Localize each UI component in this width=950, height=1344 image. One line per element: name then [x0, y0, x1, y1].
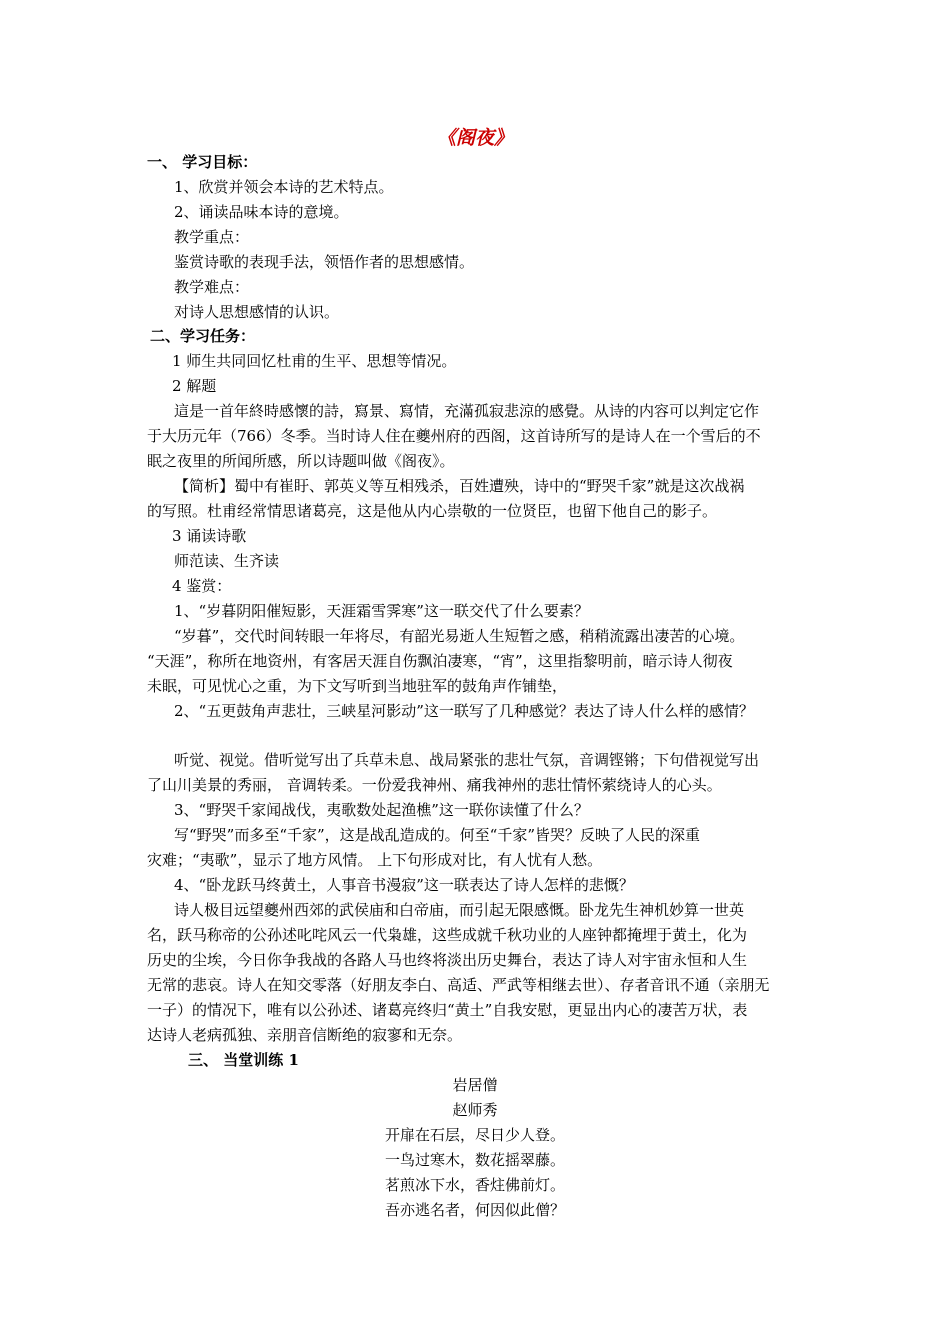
section-heading: 二、学习任务：: [150, 327, 256, 345]
poem-line: 茗煎冰下水，香炷佛前灯。: [384, 1176, 565, 1194]
body-line: 一子）的情况下，唯有以公孙述、诸葛亮终归“黄土”自我安慰，更显出内心的凄苦万状，表: [147, 1001, 748, 1019]
body-line: 眠之夜里的所闻所感，所以诗题叫做《阁夜》。: [147, 452, 455, 470]
body-line: 听觉、视觉。借听觉写出了兵草未息、战局紧张的悲壮气氛，音调铿锵；下句借视觉写出: [174, 751, 760, 769]
poem-line: 一鸟过寒木，数花摇翠藤。: [384, 1151, 565, 1169]
poem-line: 吾亦逃名者，何因似此僧？: [384, 1201, 565, 1219]
poem-author: 赵师秀: [452, 1101, 498, 1119]
body-line: 鉴赏诗歌的表现手法，领悟作者的思想感情。: [174, 253, 475, 271]
body-line: 2、“五更鼓角声悲壮，三峡星河影动”这一联写了几种感觉？表达了诗人什么样的感情？: [174, 702, 754, 720]
body-line: 2 解题: [172, 377, 217, 395]
poem-title: 岩居僧: [452, 1076, 498, 1094]
body-line: 3 诵读诗歌: [172, 527, 247, 545]
body-line: 1 师生共同回忆杜甫的生平、思想等情况。: [172, 352, 457, 370]
body-line: 3、“野哭千家闻战伐，夷歌数处起渔樵”这一联你读懂了什么？: [174, 801, 589, 819]
body-line: 教学难点：: [174, 278, 250, 296]
body-line: 无常的悲哀。诗人在知交零落（好朋友李白、高适、严武等相继去世）、存者音讯不通（亲朋无: [147, 976, 770, 994]
body-line: 2、诵读品味本诗的意境。: [174, 203, 349, 221]
body-line: 名，跃马称帝的公孙述叱咤风云一代枭雄，这些成就千秋功业的人座钟都掩埋于黄土，化为: [147, 926, 748, 944]
body-line: 写“野哭”而多至“千家”，这是战乱造成的。何至“千家”皆哭？反映了人民的深重: [174, 826, 701, 844]
body-line: 教学重点：: [174, 228, 250, 246]
body-line: 這是一首年終時感懷的詩，寫景、寫情，充滿孤寂悲涼的感覺。从诗的内容可以判定它作: [174, 402, 760, 420]
document-title: 《阁夜》: [436, 127, 513, 149]
body-line: 了山川美景的秀丽， 音调转柔。一份爱我神州、痛我神州的悲壮情怀萦绕诗人的心头。: [147, 776, 722, 794]
body-line: 达诗人老病孤独、亲朋音信断绝的寂寥和无奈。: [147, 1026, 463, 1044]
body-line: 灾难；“夷歌”，显示了地方风情。 上下句形成对比，有人忧有人愁。: [147, 851, 603, 869]
body-line: 4、“卧龙跃马终黄土，人事音书漫寂”这一联表达了诗人怎样的悲慨？: [174, 876, 634, 894]
body-line: 师范读、生齐读: [174, 552, 280, 570]
body-line: 对诗人思想感情的认识。: [174, 303, 340, 321]
section-heading: 一、 学习目标：: [147, 153, 258, 171]
body-line: 于大历元年（766）冬季。当时诗人住在夔州府的西阁，这首诗所写的是诗人在一个雪后的不: [147, 427, 761, 445]
body-line: 诗人极目远望夔州西郊的武侯庙和白帝庙，而引起无限感慨。卧龙先生神机妙算一世英: [174, 901, 745, 919]
body-line: 【简析】蜀中有崔盱、郭英义等互相残杀，百姓遭殃，诗中的“野哭千家”就是这次战祸: [174, 477, 745, 495]
body-line: 历史的尘埃，今日你争我战的各路人马也终将淡出历史舞台，表达了诗人对宇宙永恒和人生: [147, 951, 748, 969]
body-line: 未眠，可见忧心之重，为下文写听到当地驻军的鼓角声作铺垫，: [147, 677, 568, 695]
section-heading: 三、 当堂训练 1: [188, 1051, 299, 1069]
poem-line: 开扉在石层，尽日少人登。: [384, 1126, 565, 1144]
body-line: “天涯”，称所在地资州，有客居天涯自伤飘泊凄寒，“宵”，这里指黎明前，暗示诗人彻夜: [147, 652, 733, 670]
body-line: 1、“岁暮阴阳催短影，天涯霜雪霁寒”这一联交代了什么要素？: [174, 602, 589, 620]
body-line: “岁暮”，交代时间转眼一年将尽，有韶光易逝人生短暂之感，稍稍流露出凄苦的心境。: [174, 627, 745, 645]
body-line: 1、欣赏并领会本诗的艺术特点。: [174, 178, 394, 196]
body-line: 的写照。杜甫经常情思诸葛亮，这是他从内心崇敬的一位贤臣，也留下他自己的影子。: [147, 502, 718, 520]
body-line: 4 鉴赏：: [172, 577, 232, 595]
